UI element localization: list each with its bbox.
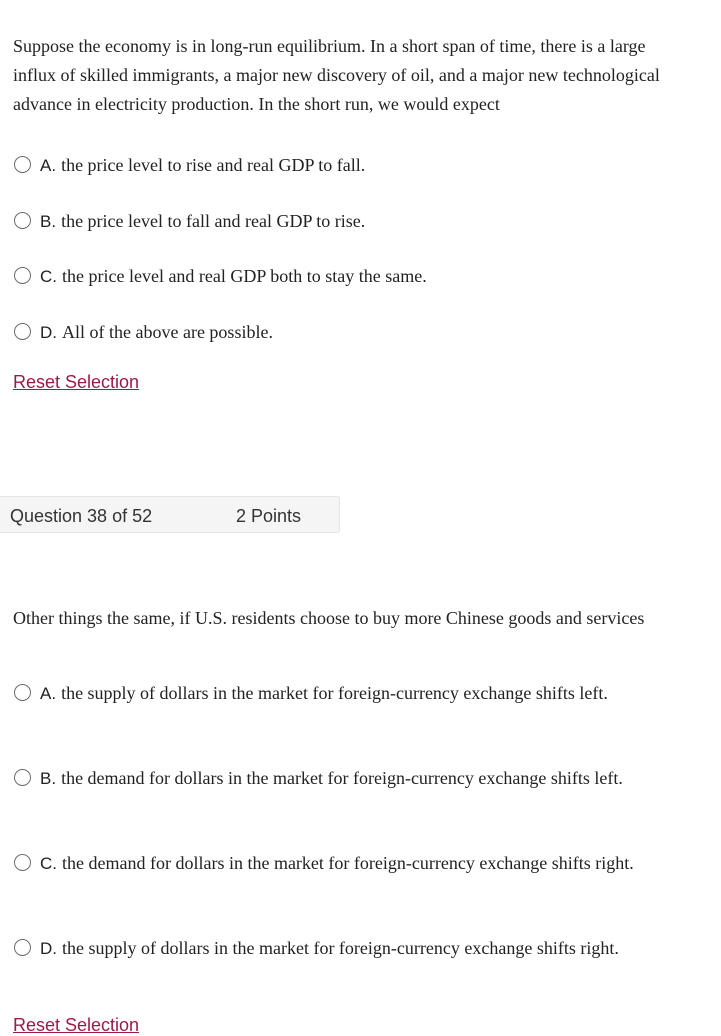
question-2-prompt: Other things the same, if U.S. residents choose to buy more Chinese goods and services	[13, 608, 645, 628]
option-letter: B.	[40, 769, 57, 788]
question-1-option-d[interactable]	[13, 318, 673, 347]
radio-button-icon[interactable]	[14, 323, 31, 340]
radio-button-icon[interactable]	[14, 212, 31, 229]
radio-button-icon[interactable]	[14, 769, 31, 786]
question-1-option-b[interactable]	[13, 207, 673, 236]
question-points: 2 Points	[236, 506, 302, 526]
option-letter: D.	[40, 323, 57, 342]
question-2-option-c[interactable]	[13, 849, 673, 878]
question-1-prompt: Suppose the economy is in long-run equilibrium. In a short span of time, there is a large influx of skilled immigrants, a major new discovery of oil, and a major new technological advance in electricity production. In the short run, we would expect	[13, 36, 660, 114]
option-letter: B.	[40, 212, 57, 231]
question-1-option-a[interactable]	[13, 151, 673, 180]
option-letter: C.	[40, 854, 57, 873]
question-2-option-b[interactable]	[13, 764, 673, 793]
option-text: the demand for dollars in the market for foreign-currency exchange shifts right.	[62, 853, 634, 873]
question-2-option-d[interactable]	[13, 934, 673, 963]
question-1-option-c[interactable]	[13, 262, 673, 291]
option-text: All of the above are possible.	[62, 322, 273, 342]
option-letter: A.	[40, 684, 57, 703]
radio-button-icon[interactable]	[14, 267, 31, 284]
question-2-option-a[interactable]	[13, 679, 673, 708]
option-letter: A.	[40, 156, 57, 175]
question-header	[0, 496, 340, 533]
radio-button-icon[interactable]	[14, 156, 31, 173]
question-number: Question 38 of 52	[10, 506, 153, 526]
reset-selection-link-2[interactable]: Reset Selection	[13, 1015, 140, 1035]
radio-button-icon[interactable]	[14, 684, 31, 701]
reset-selection-link[interactable]: Reset Selection	[13, 372, 140, 392]
option-text: the supply of dollars in the market for foreign-currency exchange shifts right.	[62, 938, 619, 958]
option-text: the supply of dollars in the market for foreign-currency exchange shifts left.	[61, 683, 608, 703]
option-letter: D.	[40, 939, 57, 958]
option-text: the price level to fall and real GDP to rise.	[61, 211, 366, 231]
radio-button-icon[interactable]	[14, 854, 31, 871]
option-text: the demand for dollars in the market for foreign-currency exchange shifts left.	[61, 768, 623, 788]
option-text: the price level and real GDP both to stay the same.	[62, 266, 427, 286]
radio-button-icon[interactable]	[14, 939, 31, 956]
option-text: the price level to rise and real GDP to fall.	[61, 155, 366, 175]
option-letter: C.	[40, 267, 57, 286]
